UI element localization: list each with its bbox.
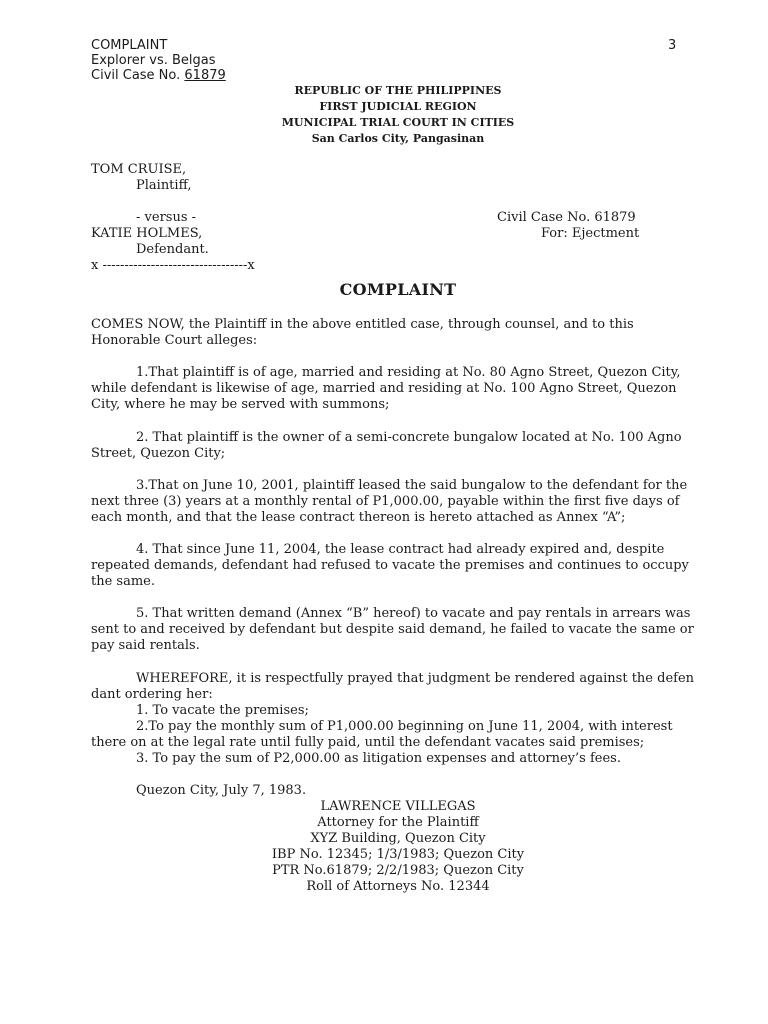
defendant-role: Defendant. <box>136 242 209 257</box>
court-line-1: REPUBLIC OF THE PHILIPPINES <box>294 84 502 97</box>
wherefore-paragraph: WHEREFORE, it is respectfully prayed that judgment be rendered against the defen dant ordering her: <box>91 671 695 702</box>
attorney-ptr: PTR No.61879; 2/2/1983; Quezon City <box>272 863 524 878</box>
header-title: COMPLAINT <box>91 38 168 53</box>
header-case-prefix: Civil Case No. <box>91 68 185 83</box>
plaintiff-role: Plaintiff, <box>136 178 192 193</box>
allegation-5: 5. That written demand (Annex “B” hereof) to vacate and pay rentals in arrears was sent to and received by defendant but despite said demand, he failed to vacate the same or pay said rentals. <box>91 606 694 653</box>
caption-for-action: For: Ejectment <box>541 226 640 241</box>
prayer-2: 2.To pay the monthly sum of P1,000.00 beginning on June 11, 2004, with interest there on at the legal rate until fully paid, until the defendant vacates said premises; <box>91 719 673 750</box>
court-heading <box>0 83 768 147</box>
signature-block <box>0 799 768 895</box>
defendant-name: KATIE HOLMES, <box>91 226 203 241</box>
header-case-line <box>91 68 226 83</box>
caption-separator: x ---------------------------------x <box>91 258 255 273</box>
plaintiff-name: TOM CRUISE, <box>91 162 187 177</box>
document-title: COMPLAINT <box>339 280 457 299</box>
attorney-role: Attorney for the Plaintiff <box>317 815 479 830</box>
court-line-3: MUNICIPAL TRIAL COURT IN CITIES <box>281 116 515 129</box>
place-and-date: Quezon City, July 7, 1983. <box>136 783 307 798</box>
attorney-name: LAWRENCE VILLEGAS <box>320 799 476 814</box>
intro-paragraph: COMES NOW, the Plaintiff in the above entitled case, through counsel, and to this Honorable Court alleges: <box>91 317 634 348</box>
attorney-address: XYZ Building, Quezon City <box>310 831 486 846</box>
attorney-roll: Roll of Attorneys No. 12344 <box>306 879 490 894</box>
attorney-ibp: IBP No. 12345; 1/3/1983; Quezon City <box>271 847 525 862</box>
court-line-4: San Carlos City, Pangasinan <box>311 132 485 145</box>
allegation-2: 2. That plaintiff is the owner of a semi-concrete bungalow located at No. 100 Agno Street, Quezon City; <box>91 430 682 461</box>
allegation-3: 3.That on June 10, 2001, plaintiff leased the said bungalow to the defendant for the next three (3) years at a monthly rental of P1,000.00, payable within the first five days of each month, and that the lease contract thereon is hereto attached as Annex “A”; <box>91 478 688 525</box>
court-line-2: FIRST JUDICIAL REGION <box>319 100 477 113</box>
caption-civil-case: Civil Case No. 61879 <box>497 210 636 225</box>
allegation-4: 4. That since June 11, 2004, the lease contract had already expired and, despite repeated demands, defendant had refused to vacate the premises and continues to occupy the same. <box>91 542 689 589</box>
page-number: 3 <box>668 38 677 53</box>
prayer-3: 3. To pay the sum of P2,000.00 as litigation expenses and attorney’s fees. <box>136 751 621 766</box>
prayer-1: 1. To vacate the premises; <box>136 703 309 718</box>
header-parties: Explorer vs. Belgas <box>91 53 216 68</box>
header-case-number: 61879 <box>184 68 226 83</box>
running-header <box>91 38 226 83</box>
allegation-1: 1.That plaintiff is of age, married and residing at No. 80 Agno Street, Quezon City, while defendant is likewise of age, married and residing at No. 100 Agno Street, Quezon City, where he may be served with summons; <box>91 365 681 412</box>
versus-label: - versus - <box>136 210 197 225</box>
